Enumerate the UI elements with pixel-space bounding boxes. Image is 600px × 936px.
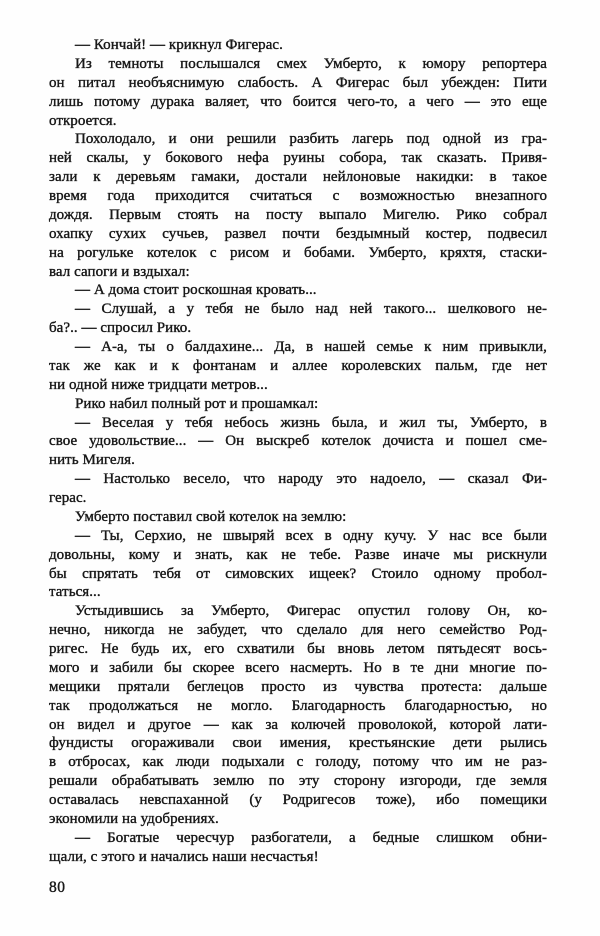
text-line: оставалась невспаханной (у Родригесов тоже), ибо помещики [49,792,547,808]
text-line: свое удовольствие... — Он выскреб котелок дочиста и пошел сме- [49,433,547,450]
text-line: — Настолько весело, что народу это надоело, — сказал Фи- [75,471,547,488]
text-line: в отбросах, как люди подыхали с голоду, потому что им не раз- [49,754,547,771]
text-line: зали к деревьям гамаки, достали нейлоновые накидки: в такое [49,169,547,186]
text-line: ней скалы, у бокового нефа руины собора, так сказать. Привя- [49,150,547,167]
text-line: Из темноты послышался смех Умберто, к юмору репортера [75,55,547,72]
text-line: — А-а, ты о балдахине... Да, в нашей семье к ним привыкли, [75,339,547,355]
text-line: ригес. Не будь их, его схватили бы вновь летом пятьдесят вось- [49,641,547,657]
text-line: дождя. Первым стоять на посту выпало Мигелю. Рико собрал [49,206,547,223]
text-line: ни одной ниже тридцати метров... [49,376,268,393]
text-line: — Ты, Серхио, не швыряй всех в одну кучу. У нас все были [75,527,547,544]
text-line: нечно, никогда не забудет, что сделало для него семейство Род- [49,622,547,639]
text-line: — Слушай, а у тебя не было над ней такого... шелкового не- [75,301,547,318]
page-number: 80 [49,879,66,896]
text-line: — А дома стоит роскошная кровать... [75,282,317,299]
text-line: так продолжаться не могло. Благодарность благодарностью, но [49,697,547,714]
text-line: на рогульке котелок с рисом и бобами. Умберто, кряхтя, стаски- [49,244,547,261]
text-line: он питал необъяснимую слабость. А Фигерас был убежден: Пити [49,74,547,91]
text-line: ба?.. — спросил Рико. [49,320,192,337]
text-line: — Кончай! — крикнул Фигерас. [75,37,283,53]
text-line: так же как и к фонтанам и аллее королевских пальм, где нет [49,357,547,374]
text-line: бы спрятать тебя от симовских ищеек? Стоило одному пробол- [49,565,547,582]
text-line: довольны, кому и знать, как не тебе. Разве иначе мы рискнули [49,546,547,563]
text-line: мого и забили бы скорее всего насмерть. Но в те дни многие по- [49,659,547,676]
text-line: фундисты огораживали свои имения, крестьянские дети рылись [49,735,547,752]
text-line: время года приходится считаться с возможностью внезапного [49,188,547,204]
text-line: таться... [49,584,101,601]
text-line: лишь потому дурака валяет, что боится чего-то, а чего — это еще [49,93,547,110]
text-line: нить Мигеля. [49,452,135,469]
text-line: — Богатые чересчур разбогатели, а бедные слишком обни- [75,829,547,846]
text-line: откроется. [49,112,117,129]
text-line: щали, с этого и начались наши несчастья! [49,848,319,865]
text-line: решали обрабатывать землю по эту сторону изгороди, где земля [49,773,547,790]
text-line: вал сапоги и вздыхал: [49,263,190,280]
page-text [49,36,547,867]
text-line: охапку сухих сучьев, развел почти бездымный костер, подвесил [49,225,547,242]
text-line: — Веселая у тебя небось жизнь была, и жил ты, Умберто, в [75,414,547,431]
text-line: Умберто поставил свой котелок на землю: [75,508,347,525]
text-line: экономили на удобрениях. [49,810,219,827]
text-line: герас. [49,490,87,506]
text-line: он видел и другое — как за колючей проволокой, которой лати- [49,716,547,733]
text-line: Устыдившись за Умберто, Фигерас опустил голову Он, ко- [75,603,547,620]
text-line: Рико набил полный рот и прошамкал: [75,395,319,412]
text-line: Похолодало, и они решили разбить лагерь под одной из гра- [75,131,547,148]
text-line: мещики прятали беглецов просто из чувства протеста: дальше [49,678,547,695]
